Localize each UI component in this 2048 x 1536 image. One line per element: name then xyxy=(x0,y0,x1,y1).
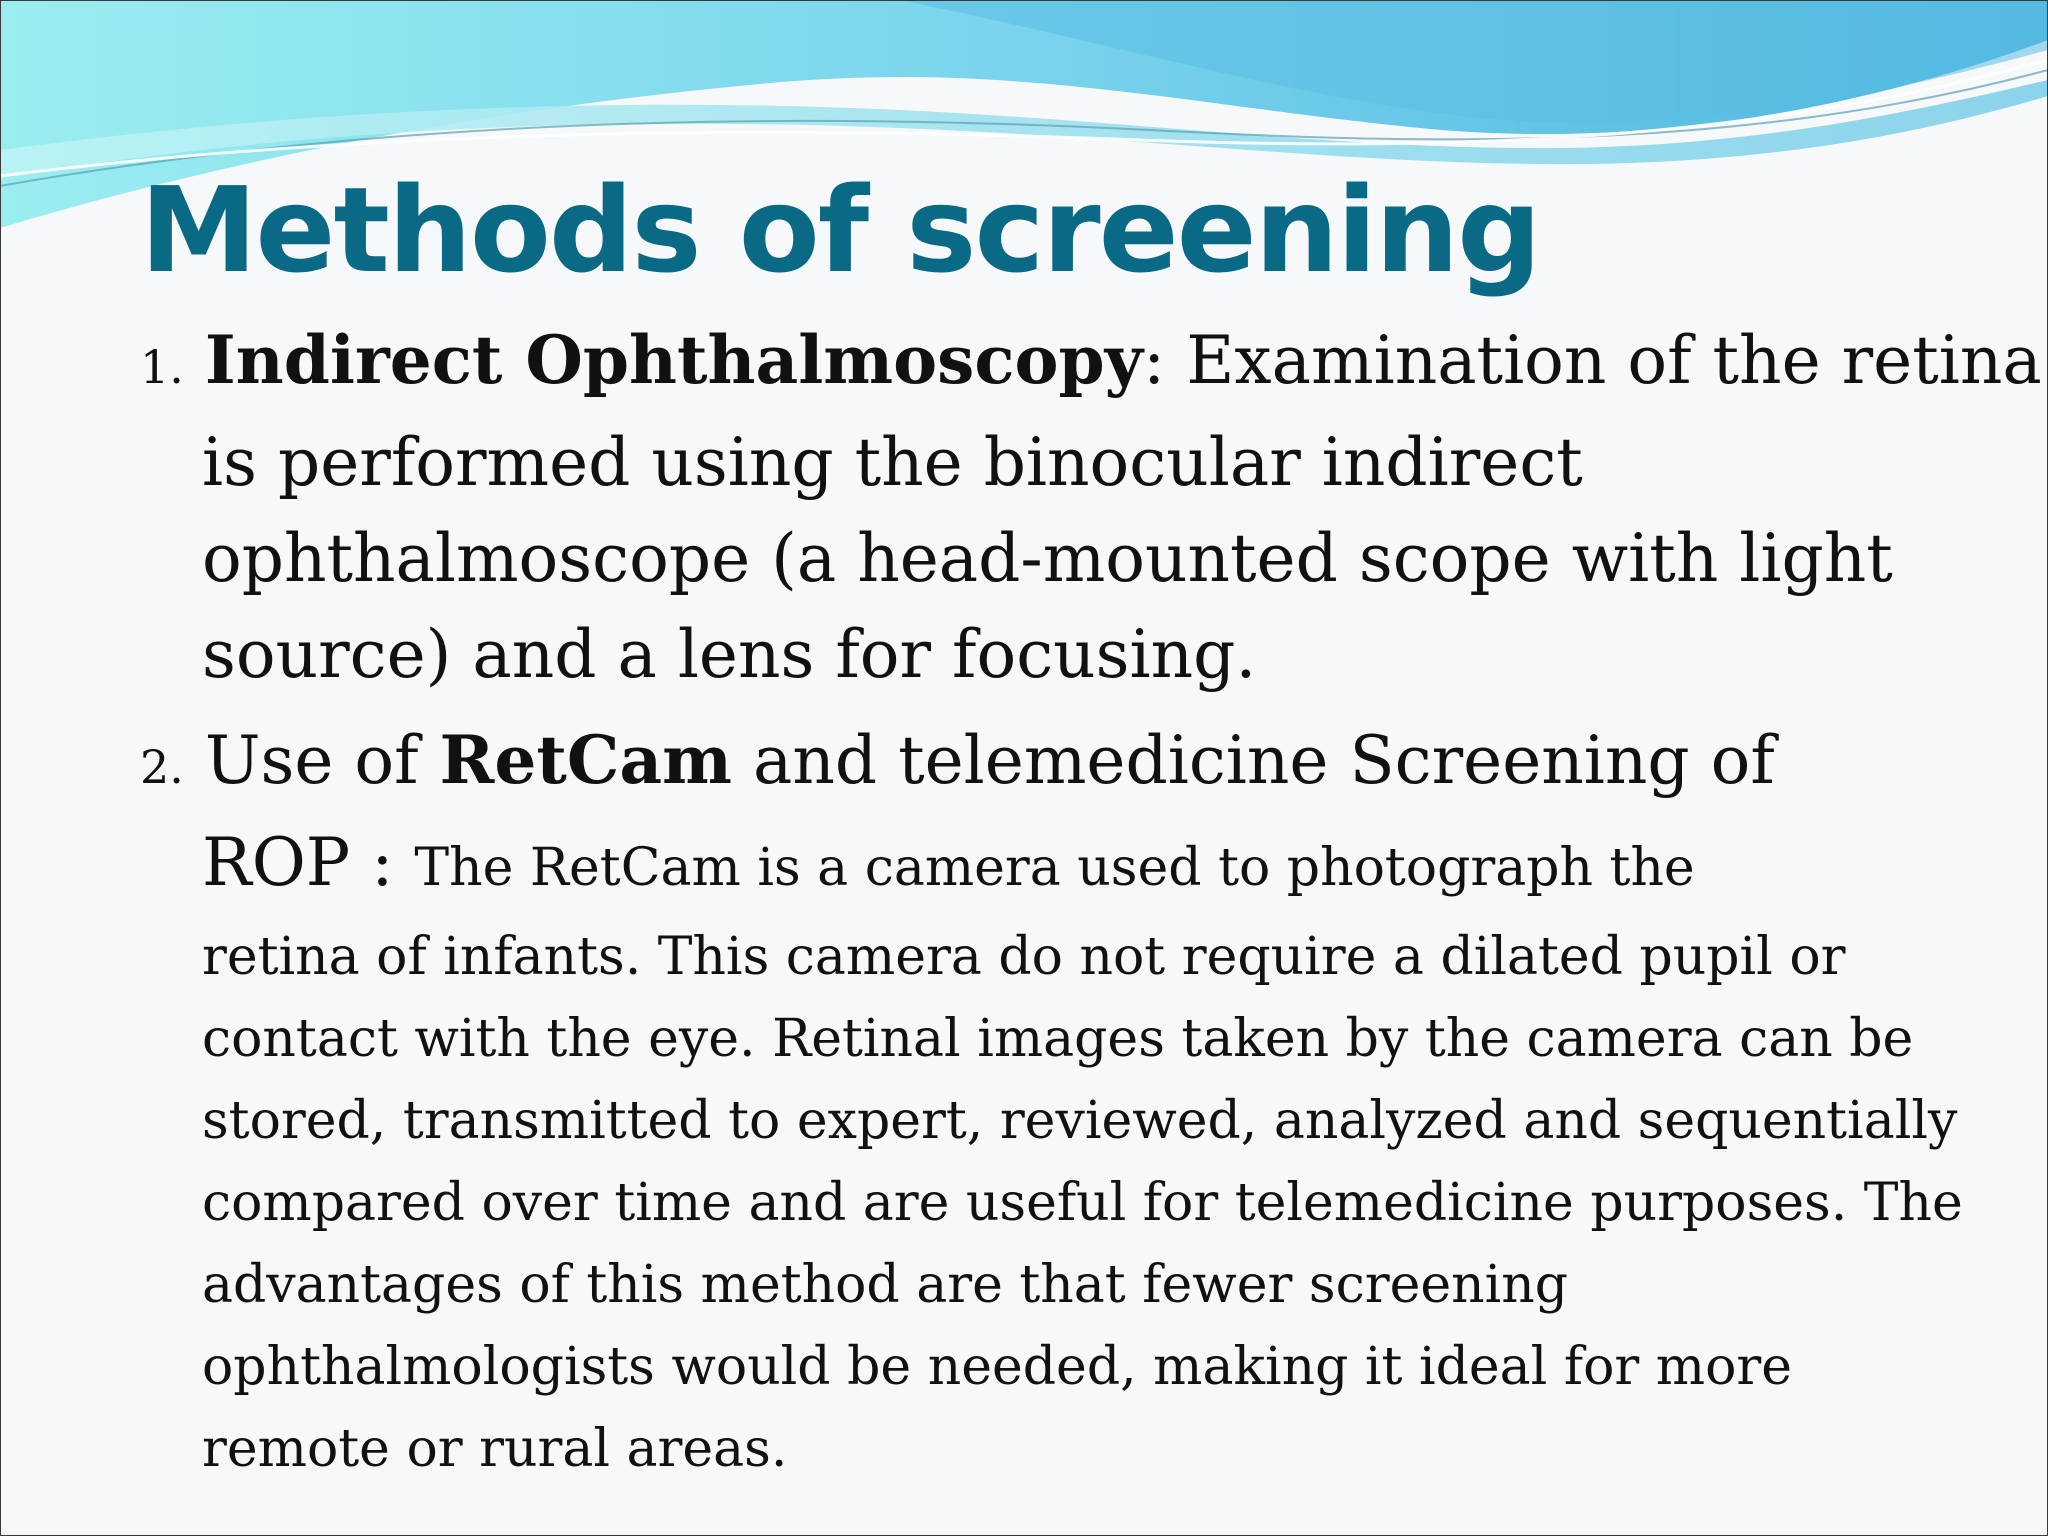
slide-title: Methods of screening xyxy=(140,161,1540,299)
item-number: 1. xyxy=(140,340,184,394)
item-rop-line xyxy=(140,815,1990,916)
rop-label: ROP : xyxy=(202,824,415,901)
detail-start: The RetCam is a camera used to photograph the xyxy=(414,838,1695,898)
item-lead-line xyxy=(140,712,1990,815)
item-text-after: and telemedicine Screening of xyxy=(732,722,1775,799)
item-detail: retina of infants. This camera do not require a dilated pupil or contact with the eye. Retinal images taken by the camera can be stored, transmitted to expert, reviewed, analyzed and sequentially compared over time and are useful for telemedicine purposes. The advantages of this method are that fewer screening ophthalmologists would be needed, making it ideal for more remote or rural areas. xyxy=(202,927,1963,1479)
item-term: RetCam xyxy=(439,721,733,799)
item-description: : Examination of the retina is performed using the binocular indirect ophthalmoscope (a head-mounted scope with light source) and a lens for focusing. xyxy=(202,322,2042,693)
item-term: Indirect Ophthalmoscopy xyxy=(204,321,1144,399)
method-item-retcam-telemedicine xyxy=(140,712,1990,1490)
item-text-before: Use of xyxy=(183,722,440,799)
method-item-indirect-ophthalmoscopy xyxy=(140,312,2048,703)
item-number: 2. xyxy=(140,740,184,794)
